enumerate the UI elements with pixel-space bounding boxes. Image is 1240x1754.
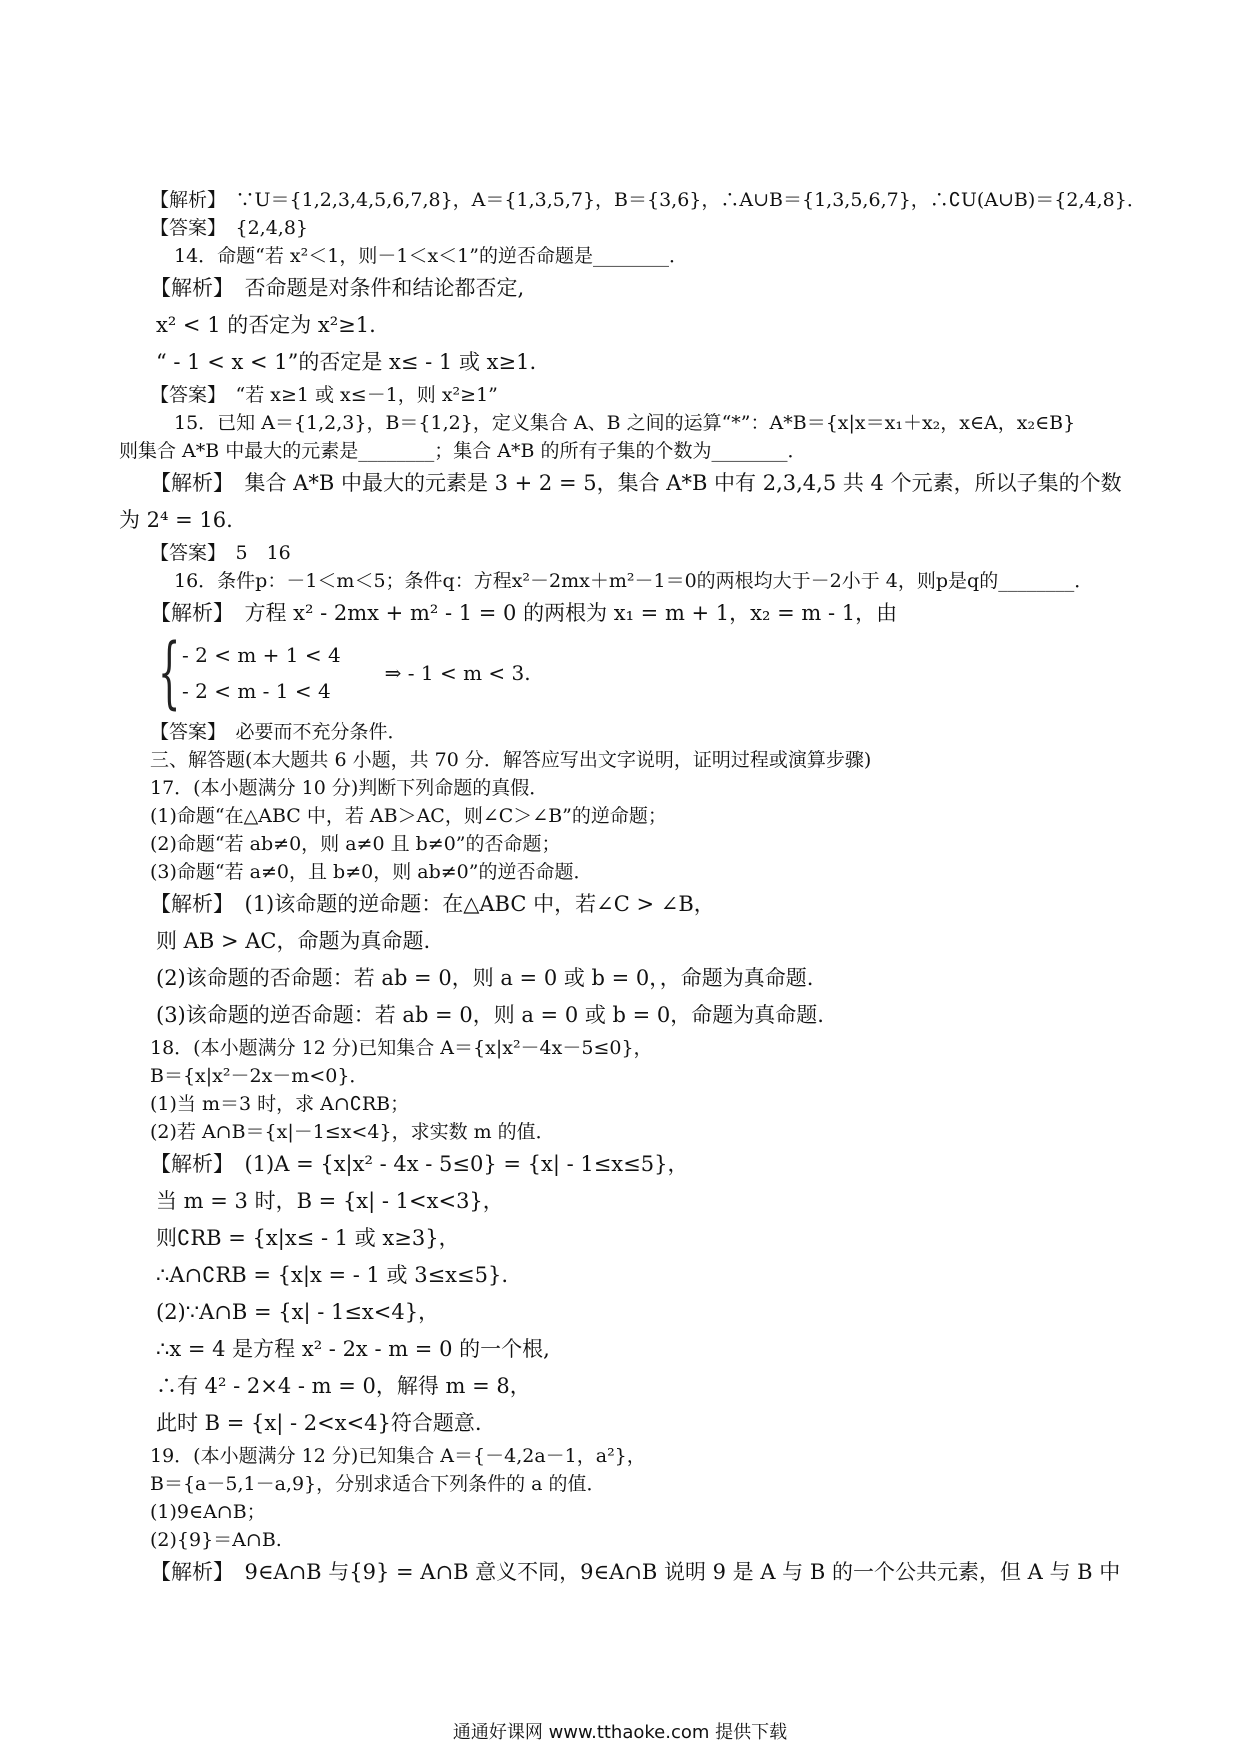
brace-symbol: {: [158, 628, 181, 718]
inequality-result: ⇒ - 1 < m < 3.: [384, 661, 531, 685]
answer-16: 【答案】 必要而不充分条件．: [150, 721, 407, 743]
solution-19: 【解析】 9∈A∩B 与{9} = A∩B 意义不同，9∈A∩B 说明 9 是 A 与 B 的一个公共元素，但 A 与 B 中: [150, 1560, 1121, 1584]
question-17-part-2: (2)命题“若 ab≠0，则 a≠0 且 b≠0”的否命题；: [150, 833, 561, 855]
solution-17-line-4: (3)该命题的逆否命题：若 ab = 0，则 a = 0 或 b = 0，命题为真命题.: [156, 1003, 824, 1027]
solution-18: 【解析】 (1)A = {x|x² - 4x - 5≤0} = {x| - 1≤x≤5}，: [150, 1152, 689, 1176]
solution-18-line-2: 当 m = 3 时，B = {x| - 1<x<3}，: [156, 1189, 504, 1213]
section-3-heading: 三、解答题(本大题共 6 小题，共 70 分．解答应写出文字说明，证明过程或演算步骤): [150, 749, 872, 771]
question-17-part-1: (1)命题“在△ABC 中，若 AB＞AC，则∠C＞∠B”的逆命题；: [150, 805, 667, 827]
solution-18-line-6: ∴x = 4 是方程 x² - 2x - m = 0 的一个根,: [156, 1337, 550, 1361]
answer-14: 【答案】 “若 x≥1 或 x≤－1，则 x²≥1”: [150, 384, 498, 406]
question-18-line-2: B＝{x|x²－2x－m<0}．: [150, 1065, 369, 1087]
inequality-system: [158, 628, 1130, 718]
question-18-part-1: (1)当 m＝3 时，求 A∩∁RB；: [150, 1093, 410, 1115]
solution-18-line-5: (2)∵A∩B = {x| - 1≤x<4}，: [156, 1300, 440, 1324]
question-19-part-1: (1)9∈A∩B；: [150, 1501, 266, 1523]
question-18: 18．(本小题满分 12 分)已知集合 A＝{x|x²－4x－5≤0}，: [150, 1037, 653, 1059]
solution-17: 【解析】 (1)该命题的逆命题：在△ABC 中，若∠C > ∠B，: [150, 892, 715, 916]
question-14: 14．命题“若 x²＜1，则－1＜x＜1”的逆否命题是________．: [174, 245, 688, 267]
question-15-line-2: 则集合 A*B 中最大的元素是________；集合 A*B 的所有子集的个数为________．: [119, 440, 807, 462]
solution-13: 【解析】 ∵U＝{1,2,3,4,5,6,7,8}，A＝{1,3,5,7}，B＝{3,6}，∴A∪B＝{1,3,5,6,7}，∴∁U(A∪B)＝{2,4,8}．: [150, 189, 1146, 211]
solution-18-line-7: ∴有 4² - 2×4 - m = 0，解得 m = 8，: [156, 1374, 531, 1398]
solution-18-line-3: 则∁RB = {x|x≤ - 1 或 x≥3}，: [156, 1226, 460, 1250]
solution-14-line-2: x² < 1 的否定为 x²≥1.: [156, 313, 376, 337]
solution-17-line-2: 则 AB > AC，命题为真命题.: [156, 929, 431, 953]
question-17: 17．(本小题满分 10 分)判断下列命题的真假．: [150, 777, 549, 799]
solution-18-line-4: ∴A∩∁RB = {x|x = - 1 或 3≤x≤5}.: [156, 1263, 509, 1287]
inequality-row-1: - 2 < m + 1 < 4: [182, 643, 341, 667]
solution-14-line-3: “ - 1 < x < 1”的否定是 x≤ - 1 或 x≥1.: [156, 350, 537, 374]
question-16: 16．条件p：－1＜m＜5；条件q：方程x²－2mx＋m²－1＝0的两根均大于－2小于 4，则p是q的________．: [174, 570, 1094, 592]
question-15: 15．已知 A＝{1,2,3}，B＝{1,2}，定义集合 A、B 之间的运算“*”：A*B＝{x|x＝x₁＋x₂，x∈A，x₂∈B}: [174, 412, 1076, 434]
inequality-row-2: - 2 < m - 1 < 4: [182, 679, 331, 703]
question-17-part-3: (3)命题“若 a≠0，且 b≠0，则 ab≠0”的逆否命题．: [150, 861, 593, 883]
answer-13: 【答案】 {2,4,8}: [150, 217, 309, 239]
answer-15: 【答案】 5 16: [150, 542, 291, 564]
question-19: 19．(本小题满分 12 分)已知集合 A＝{－4,2a－1，a²}，: [150, 1445, 646, 1467]
solution-14: 【解析】 否命题是对条件和结论都否定,: [150, 276, 525, 300]
solution-17-line-3: (2)该命题的否命题：若 ab = 0，则 a = 0 或 b = 0，，命题为真命题.: [156, 966, 814, 990]
document-body: [119, 186, 1146, 1591]
question-18-part-2: (2)若 A∩B＝{x|－1≤x<4}，求实数 m 的值．: [150, 1121, 555, 1143]
solution-15-line-2: 为 2⁴ = 16.: [119, 508, 233, 532]
question-19-part-2: (2){9}＝A∩B.: [150, 1529, 282, 1551]
solution-15: 【解析】 集合 A*B 中最大的元素是 3 + 2 = 5，集合 A*B 中有 2,3,4,5 共 4 个元素，所以子集的个数: [150, 471, 1122, 495]
question-19-line-2: B＝{a－5,1－a,9}，分别求适合下列条件的 a 的值．: [150, 1473, 606, 1495]
solution-18-line-8: 此时 B = {x| - 2<x<4}符合题意.: [156, 1411, 482, 1435]
solution-16: 【解析】 方程 x² - 2mx + m² - 1 = 0 的两根为 x₁ = m + 1，x₂ = m - 1，由: [150, 601, 898, 625]
page-footer: 通通好课网 www.tthaoke.com 提供下载: [452, 1722, 788, 1743]
